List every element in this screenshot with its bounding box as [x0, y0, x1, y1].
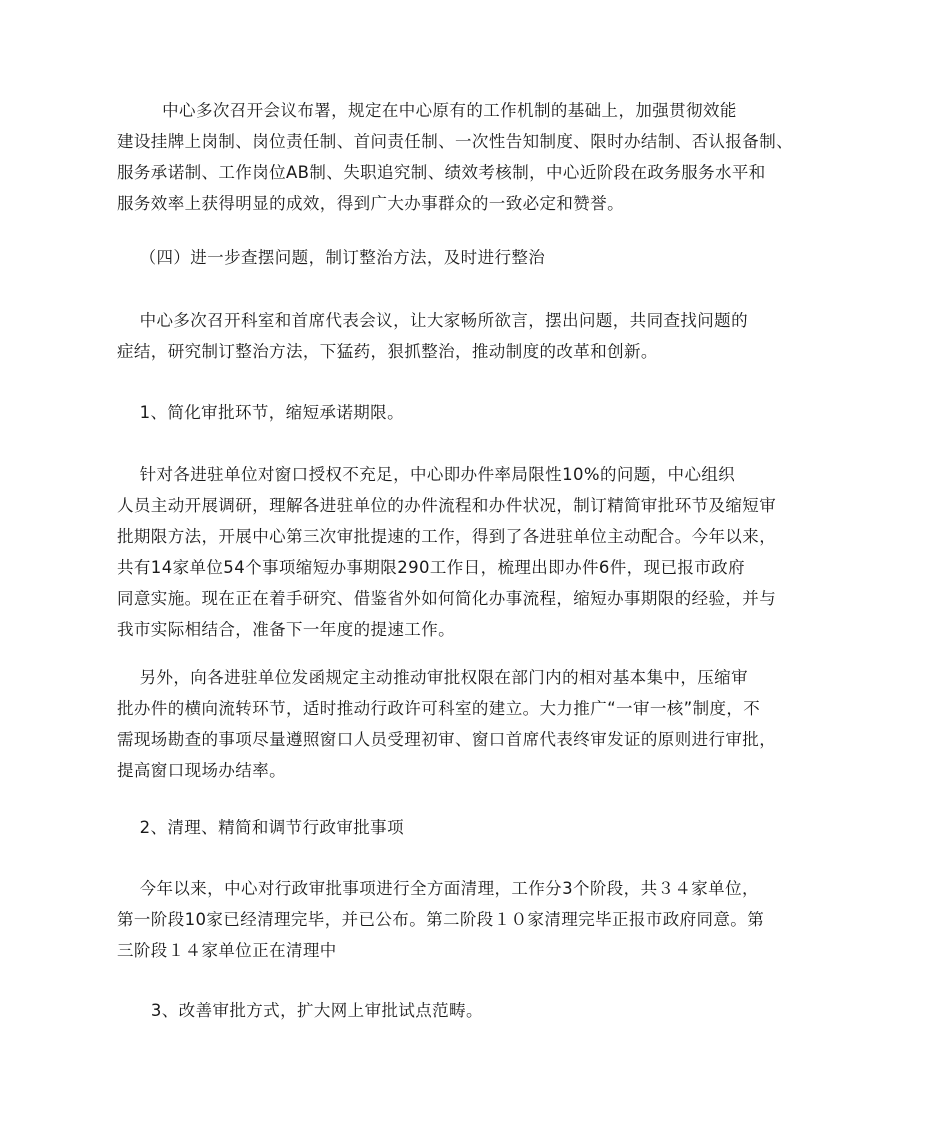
text-line: 症结，研究制订整治方法，下猛药，狠抓整治，推动制度的改革和创新。 — [117, 342, 658, 361]
text-line: 批期限方法，开展中心第三次审批提速的工作，得到了各进驻单位主动配合。今年以来， — [117, 527, 777, 546]
text-line: 建设挂牌上岗制、岗位责任制、首问责任制、一次性告知制度、限时办结制、否认报备制、 — [117, 132, 793, 151]
text-line: （四）进一步查摆问题，制订整治方法，及时进行整治 — [117, 248, 546, 267]
text-line: 提高窗口现场办结率。 — [117, 761, 286, 780]
section-heading-4 — [117, 242, 837, 273]
text-line: 今年以来，中心对行政审批事项进行全方面清理，工作分3个阶段，共３４家单位， — [117, 879, 759, 898]
text-line: 2、清理、精简和调节行政审批事项 — [117, 818, 404, 837]
text-line: 3、改善审批方式，扩大网上审批试点范畴。 — [117, 1001, 483, 1020]
text-line: 服务承诺制、工作岗位AB制、失职追究制、绩效考核制，中心近阶段在政务服务水平和 — [117, 163, 766, 182]
text-line: 中心多次召开科室和首席代表会议，让大家畅所欲言，摆出问题，共同查找问题的 — [117, 311, 748, 330]
text-line: 三阶段１４家单位正在清理中 — [117, 941, 337, 960]
text-line: 针对各进驻单位对窗口授权不充足，中心即办件率局限性10%的问题，中心组织 — [117, 465, 736, 484]
text-line: 第一阶段10家已经清理完毕，并已公布。第二阶段１０家清理完毕正报市政府同意。第 — [117, 910, 765, 929]
subheading-2 — [117, 812, 837, 843]
text-line: 中心多次召开会议布署，规定在中心原有的工作机制的基础上，加强贯彻效能 — [117, 101, 737, 120]
text-line: 服务效率上获得明显的成效，得到广大办事群众的一致必定和赞誉。 — [117, 194, 624, 213]
text-line: 我市实际相结合，准备下一年度的提速工作。 — [117, 620, 455, 639]
text-line: 同意实施。现在正在着手研究、借鉴省外如何简化办事流程，缩短办事期限的经验，并与 — [117, 589, 777, 608]
paragraph-simplify — [117, 459, 837, 645]
text-line: 1、简化审批环节，缩短承诺期限。 — [117, 403, 404, 422]
subheading-1 — [117, 397, 837, 428]
paragraph-meetings — [117, 305, 837, 367]
paragraph-additionally — [117, 662, 837, 786]
text-line: 需现场勘查的事项尽量遵照窗口人员受理初审、窗口首席代表终审发证的原则进行审批， — [117, 730, 777, 749]
paragraph-mechanism — [117, 95, 837, 219]
text-line: 共有14家单位54个事项缩短办事期限290工作日，梳理出即办件6件，现已报市政府 — [117, 558, 745, 577]
text-line: 批办件的横向流转环节，适时推动行政许可科室的建立。大力推广“一审一核”制度，不 — [117, 699, 761, 718]
text-line: 另外，向各进驻单位发函规定主动推动审批权限在部门内的相对基本集中，压缩审 — [117, 668, 748, 687]
paragraph-cleanup — [117, 873, 837, 966]
text-line: 人员主动开展调研，理解各进驻单位的办件流程和办件状况，制订精简审批环节及缩短审 — [117, 496, 777, 515]
subheading-3 — [117, 995, 837, 1026]
